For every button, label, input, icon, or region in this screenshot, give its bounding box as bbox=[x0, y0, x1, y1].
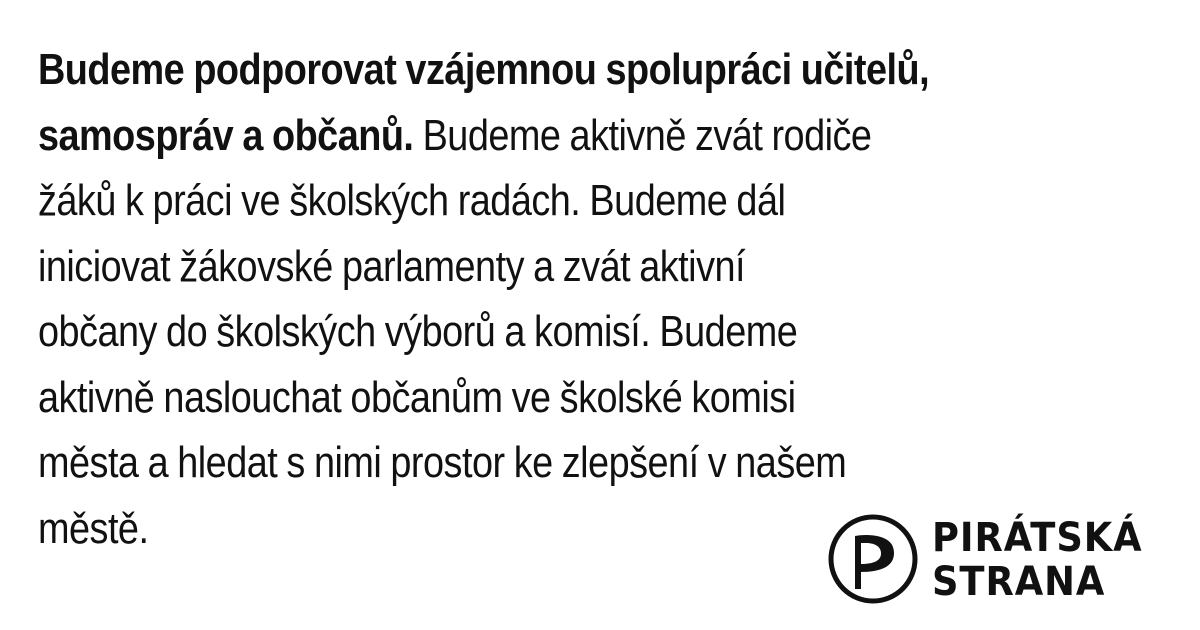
logo-wordmark bbox=[932, 516, 1143, 604]
statement-line-1 bbox=[38, 37, 1165, 103]
statement-line-3: žáků k práci ve školských radách. Budeme dál bbox=[38, 176, 786, 225]
statement-line-6: aktivně naslouchat občanům ve školské komisi bbox=[38, 372, 796, 422]
statement-line-7: města a hledat s nimi prostor ke zlepšení v našem bbox=[38, 438, 847, 487]
statement-line-8: městě. bbox=[38, 503, 149, 553]
statement-lead-end: samospráv a občanů. bbox=[38, 110, 414, 160]
logo-line-1: PIRÁTSKÁ bbox=[932, 515, 1143, 561]
statement-line-4: iniciovat žákovské parlamenty a zvát aktivní bbox=[38, 241, 746, 291]
statement-line-5: občany do školských výborů a komisí. Budeme bbox=[38, 307, 798, 356]
statement-line-2: samospráv a občanů. Budeme aktivně zvát rodiče bbox=[38, 110, 872, 160]
pirate-flag-icon bbox=[828, 514, 918, 604]
logo-line-2: STRANA bbox=[932, 559, 1106, 605]
statement-text bbox=[38, 37, 1165, 561]
statement-lead: Budeme podporovat vzájemnou spolupráci učitelů, bbox=[38, 45, 930, 94]
pirate-party-logo bbox=[828, 514, 1173, 606]
